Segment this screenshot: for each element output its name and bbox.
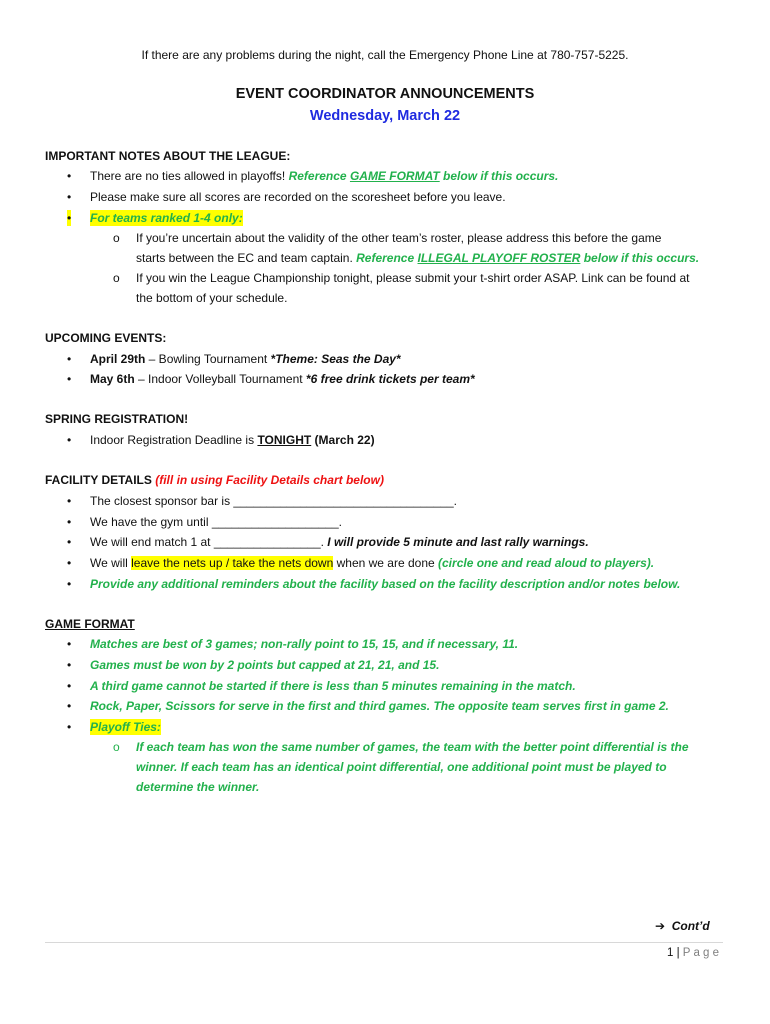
bullet-icon: • (67, 699, 72, 713)
nets-choice: leave the nets up / take the nets down (131, 556, 334, 570)
spring-heading: SPRING REGISTRATION! (45, 412, 189, 426)
facility-item-4-note: (circle one and read aloud to players). (438, 556, 655, 570)
upcoming-event-2 (90, 371, 475, 387)
bullet-icon: • (67, 494, 72, 508)
spring-item-date: (March 22) (311, 433, 375, 447)
upcoming-event-1 (90, 351, 401, 367)
notes-sub-1-ref-end: below if this occurs. (580, 251, 700, 265)
event-2-date: May 6th (90, 372, 135, 386)
notes-sub-1-text: starts between the EC and team captain. (136, 251, 357, 265)
game-format-item-2: Games must be won by 2 points but capped at 21, 21, and 15. (90, 658, 440, 672)
event-2-note: *6 free drink tickets per team* (305, 372, 475, 386)
circle-bullet-icon: o (113, 740, 120, 754)
bullet-icon: • (67, 637, 72, 651)
playoff-ties-line-3: determine the winner. (136, 780, 260, 794)
circle-bullet-icon: o (113, 231, 120, 245)
facility-item-3-warning: I will provide 5 minute and last rally warnings. (327, 535, 589, 549)
bullet-icon: • (67, 535, 72, 549)
facility-item-1: The closest sponsor bar is _________________________________. (90, 494, 457, 508)
notes-heading: IMPORTANT NOTES ABOUT THE LEAGUE: (45, 149, 291, 163)
circle-bullet-icon: o (113, 271, 120, 285)
notes-item-3: For teams ranked 1-4 only: (90, 211, 243, 225)
facility-item-4 (90, 555, 654, 571)
facility-heading (45, 472, 384, 488)
bullet-icon: • (67, 720, 72, 734)
spring-item-text: Indoor Registration Deadline is (90, 433, 258, 447)
bullet-icon: • (67, 190, 72, 204)
game-format-link[interactable]: GAME FORMAT (349, 169, 440, 183)
notes-item-1-ref: Reference (288, 169, 350, 183)
spring-item-tonight: TONIGHT (257, 433, 312, 447)
facility-heading-note: (fill in using Facility Details chart below) (155, 473, 384, 487)
notes-sub-1-ref: Reference (356, 251, 418, 265)
facility-item-3 (90, 534, 589, 550)
bullet-icon: • (67, 352, 72, 366)
notes-item-1 (90, 168, 558, 184)
bullet-icon: • (67, 679, 72, 693)
game-format-item-1: Matches are best of 3 games; non-rally point to 15, 15, and if necessary, 11. (90, 637, 519, 651)
notes-sub-1-line-2 (136, 250, 699, 266)
event-1-text: – Bowling Tournament (145, 352, 271, 366)
page-title: EVENT COORDINATOR ANNOUNCEMENTS (235, 86, 535, 102)
playoff-ties-line-1: If each team has won the same number of games, the team with the better point differential is the (136, 740, 689, 754)
illegal-roster-link[interactable]: ILLEGAL PLAYOFF ROSTER (417, 251, 581, 265)
bullet-icon: • (67, 211, 72, 225)
continued-text: Cont’d (671, 919, 710, 933)
game-format-item-4: Rock, Paper, Scissors for serve in the first and third games. The opposite team serves first in game 2. (90, 699, 669, 713)
notes-item-2: Please make sure all scores are recorded on the scoresheet before you leave. (90, 190, 506, 204)
page-date: Wednesday, March 22 (309, 108, 461, 124)
page-number-value: 1 (667, 947, 674, 959)
event-2-text: – Indoor Volleyball Tournament (134, 372, 306, 386)
event-1-theme: *Theme: Seas the Day* (270, 352, 401, 366)
bullet-icon: • (67, 515, 72, 529)
emergency-line: If there are any problems during the night, call the Emergency Phone Line at 780-757-5225. (141, 48, 629, 62)
playoff-ties-line-2: winner. If each team has an identical point differential, one additional point must be played to (136, 760, 667, 774)
facility-item-3-text: We will end match 1 at ________________. (90, 535, 328, 549)
game-format-heading: GAME FORMAT (45, 617, 135, 631)
bullet-icon: • (67, 556, 72, 570)
facility-item-2: We have the gym until ___________________. (90, 515, 342, 529)
notes-sub-2-line-2: the bottom of your schedule. (136, 291, 288, 305)
facility-heading-text: FACILITY DETAILS (45, 473, 156, 487)
game-format-item-5: Playoff Ties: (90, 720, 161, 734)
continued-note (655, 918, 710, 934)
notes-item-1-text: There are no ties allowed in playoffs! (90, 169, 289, 183)
page-number-sep: | (673, 947, 683, 959)
page-number (667, 945, 719, 961)
bullet-icon: • (67, 577, 72, 591)
facility-item-5: Provide any additional reminders about the facility based on the facility description and/or notes below. (90, 577, 681, 591)
page-word: P a g e (682, 947, 720, 959)
spring-item (90, 432, 375, 448)
upcoming-heading: UPCOMING EVENTS: (45, 331, 167, 345)
bullet-icon: • (67, 658, 72, 672)
notes-sub-1-line-1: If you’re uncertain about the validity of the other team’s roster, please address this before the game (136, 231, 662, 245)
facility-item-4-text-end: when we are done (333, 556, 439, 570)
footer-divider (45, 942, 723, 943)
notes-sub-2-line-1: If you win the League Championship tonight, please submit your t-shirt order ASAP. Link can be found at (136, 271, 690, 285)
game-format-item-3: A third game cannot be started if there is less than 5 minutes remaining in the match. (90, 679, 576, 693)
bullet-icon: • (67, 372, 72, 386)
bullet-icon: • (67, 169, 72, 183)
notes-item-1-ref-end: below if this occurs. (439, 169, 559, 183)
arrow-right-icon: ➔ (655, 919, 666, 933)
bullet-icon: • (67, 433, 72, 447)
event-1-date: April 29th (90, 352, 146, 366)
facility-item-4-text: We will (90, 556, 132, 570)
